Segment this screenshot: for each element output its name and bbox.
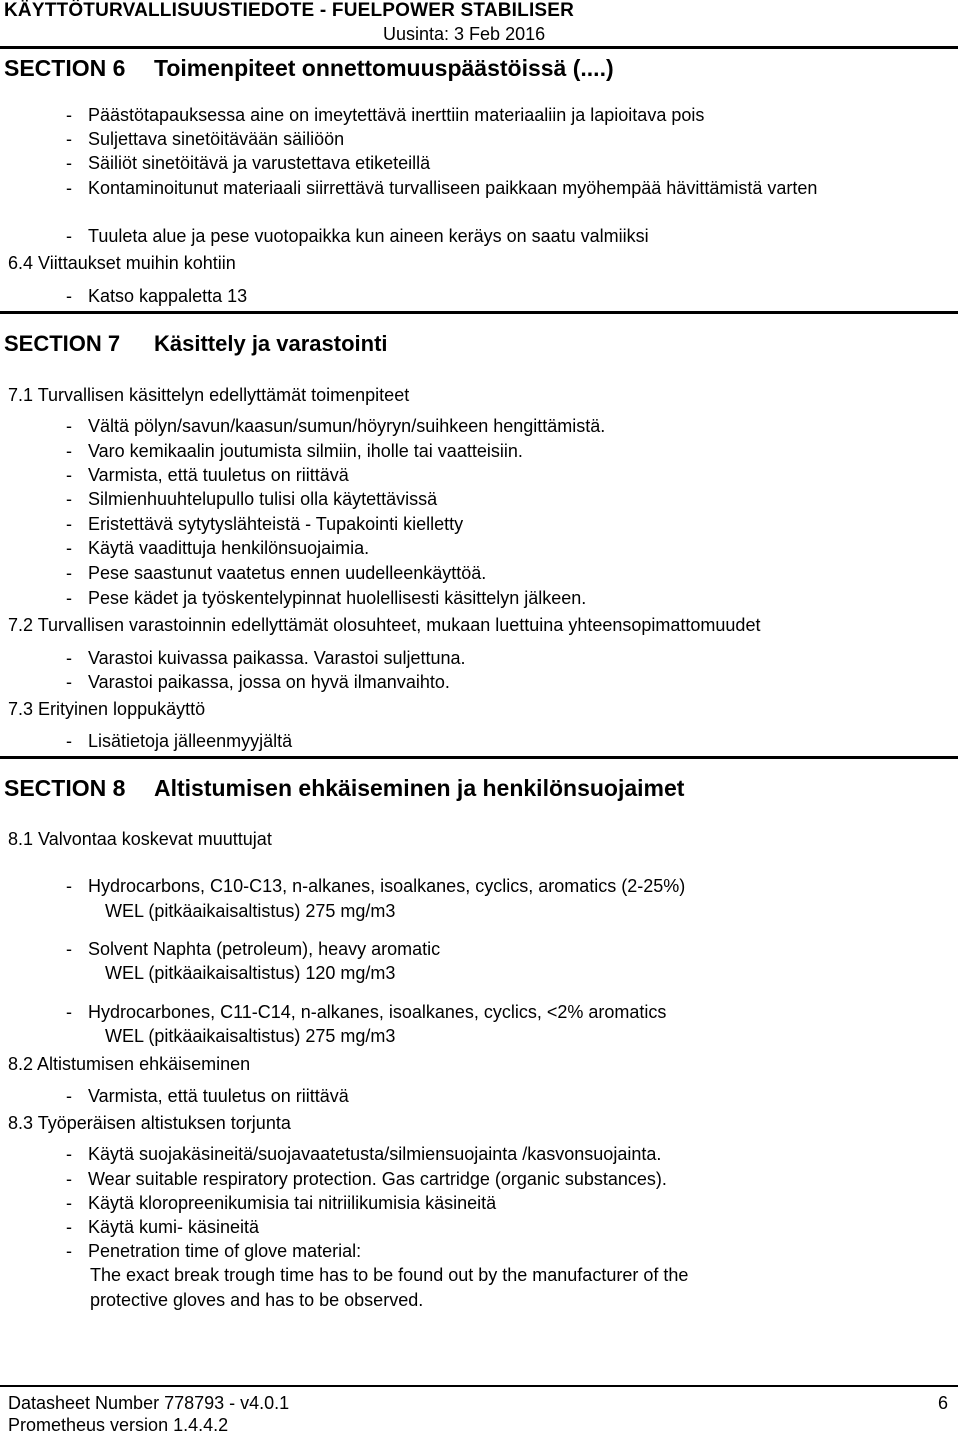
list-item: - Käytä suojakäsineitä/suojavaatetusta/silmiensuojainta /kasvonsuojainta. <box>66 1144 662 1164</box>
list-item: - Säiliöt sinetöitävä ja varustettava etiketeillä <box>66 153 431 173</box>
section-7-number: SECTION 7 <box>4 331 121 356</box>
subsection-7-2-heading: 7.2 Turvallisen varastoinnin edellyttämät olosuhteet, mukaan luettuina yhteensopimattomuudet <box>8 615 761 635</box>
continuation-line: protective gloves and has to be observed. <box>90 1290 424 1310</box>
section-6-title: Toimenpiteet onnettomuuspäästöissä (....) <box>154 55 614 81</box>
list-item: - Tuuleta alue ja pese vuotopaikka kun aineen keräys on saatu valmiiksi <box>66 226 649 246</box>
list-item: - Pese kädet ja työskentelypinnat huolellisesti käsittelyn jälkeen. <box>66 588 587 608</box>
list-item: - Suljettava sinetöitävään säiliöön <box>66 129 345 149</box>
page-number: 6 <box>938 1393 949 1413</box>
datasheet-number: Datasheet Number 778793 - v4.0.1 <box>8 1393 290 1413</box>
substance-name: - Solvent Naphta (petroleum), heavy aromatic <box>66 939 441 959</box>
list-item: - Käytä vaadittuja henkilönsuojaimia. <box>66 538 370 558</box>
subsection-8-2-heading: 8.2 Altistumisen ehkäiseminen <box>8 1054 251 1074</box>
section-8-number: SECTION 8 <box>4 775 126 801</box>
list-item: - Kontaminoitunut materiaali siirrettävä turvalliseen paikkaan myöhempää hävittämistä varten <box>66 178 818 198</box>
list-item: - Päästötapauksessa aine on imeytettävä inerttiin materiaaliin ja lapioitava pois <box>66 105 705 125</box>
list-item: - Vältä pölyn/savun/kaasun/sumun/höyryn/suihkeen hengittämistä. <box>66 416 606 436</box>
header-rule <box>0 46 958 49</box>
section-rule <box>0 756 958 759</box>
list-item: - Varastoi kuivassa paikassa. Varastoi suljettuna. <box>66 648 466 668</box>
exposure-limit: WEL (pitkäaikaisaltistus) 275 mg/m3 <box>105 1026 396 1046</box>
list-item: - Penetration time of glove material: <box>66 1241 362 1261</box>
subsection-7-1-heading: 7.1 Turvallisen käsittelyn edellyttämät toimenpiteet <box>8 385 410 405</box>
subsection-8-3-heading: 8.3 Työperäisen altistuksen torjunta <box>8 1113 291 1133</box>
list-item: - Varastoi paikassa, jossa on hyvä ilmanvaihto. <box>66 672 450 692</box>
substance-name: - Hydrocarbones, C11-C14, n-alkanes, isoalkanes, cyclics, <2% aromatics <box>66 1002 667 1022</box>
list-item: - Wear suitable respiratory protection. Gas cartridge (organic substances). <box>66 1169 667 1189</box>
section-7-title: Käsittely ja varastointi <box>154 331 388 356</box>
section-rule <box>0 311 958 314</box>
section-6-number: SECTION 6 <box>4 55 126 81</box>
revision-date: Uusinta: 3 Feb 2016 <box>383 24 546 44</box>
document-title: KÄYTTÖTURVALLISUUSTIEDOTE - FUELPOWER STABILISER <box>4 0 575 21</box>
list-item: - Käytä kloropreenikumisia tai nitriilikumisia käsineitä <box>66 1193 497 1213</box>
substance-name: - Hydrocarbons, C10-C13, n-alkanes, isoalkanes, cyclics, aromatics (2-25%) <box>66 876 686 896</box>
list-item: - Varmista, että tuuletus on riittävä <box>66 1086 349 1106</box>
footer-rule <box>0 1385 958 1387</box>
prometheus-version: Prometheus version 1.4.4.2 <box>8 1415 229 1435</box>
list-item: - Eristettävä sytytyslähteistä - Tupakointi kielletty <box>66 514 464 534</box>
section-6-heading <box>4 55 614 82</box>
list-item: - Silmienhuuhtelupullo tulisi olla käytettävissä <box>66 489 438 509</box>
list-item: - Varmista, että tuuletus on riittävä <box>66 465 349 485</box>
continuation-line: The exact break trough time has to be found out by the manufacturer of the <box>90 1265 689 1285</box>
exposure-limit: WEL (pitkäaikaisaltistus) 275 mg/m3 <box>105 901 396 921</box>
subsection-6-4-heading: 6.4 Viittaukset muihin kohtiin <box>8 253 236 273</box>
subsection-8-1-heading: 8.1 Valvontaa koskevat muuttujat <box>8 829 272 849</box>
section-8-heading <box>4 775 684 802</box>
list-item: - Pese saastunut vaatetus ennen uudelleenkäyttöä. <box>66 563 487 583</box>
list-item: - Lisätietoja jälleenmyyjältä <box>66 731 293 751</box>
list-item: - Katso kappaletta 13 <box>66 286 248 306</box>
section-7-heading <box>4 331 388 357</box>
exposure-limit: WEL (pitkäaikaisaltistus) 120 mg/m3 <box>105 963 396 983</box>
list-item: - Käytä kumi- käsineitä <box>66 1217 260 1237</box>
section-8-title: Altistumisen ehkäiseminen ja henkilönsuojaimet <box>154 775 685 801</box>
subsection-7-3-heading: 7.3 Erityinen loppukäyttö <box>8 699 206 719</box>
list-item: - Varo kemikaalin joutumista silmiin, iholle tai vaatteisiin. <box>66 441 523 461</box>
